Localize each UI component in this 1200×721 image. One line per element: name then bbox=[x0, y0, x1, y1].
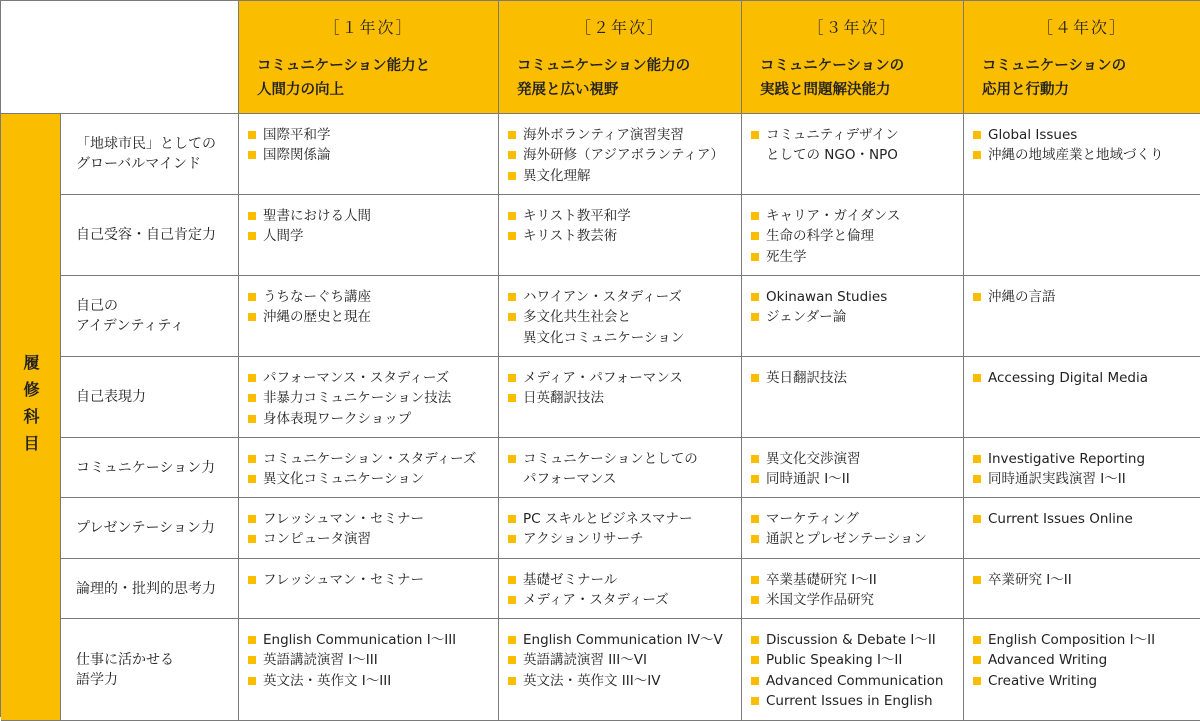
course-item: 国際平和学 bbox=[248, 125, 498, 145]
course-item: 英語講読演習 I〜III bbox=[248, 650, 498, 670]
course-list bbox=[751, 570, 963, 611]
course-list bbox=[248, 630, 498, 691]
row-label-cell bbox=[61, 559, 239, 619]
course-item: 多文化共生社会と 異文化コミュニケーション bbox=[508, 307, 741, 348]
course-cell bbox=[239, 114, 499, 195]
corner-cell bbox=[1, 1, 239, 114]
course-cell bbox=[742, 498, 964, 559]
row-label: 自己受容・自己肯定力 bbox=[76, 227, 216, 243]
course-list bbox=[751, 368, 963, 388]
course-list bbox=[508, 449, 741, 490]
course-list bbox=[751, 287, 963, 328]
course-item: ハワイアン・スタディーズ bbox=[508, 287, 741, 307]
row-label-cell bbox=[61, 114, 239, 195]
course-cell bbox=[499, 438, 742, 498]
course-item: 非暴力コミュニケーション技法 bbox=[248, 388, 498, 408]
course-item: 異文化交渉演習 bbox=[751, 449, 963, 469]
row-label: 論理的・批判的思考力 bbox=[76, 580, 216, 597]
course-list bbox=[751, 509, 963, 550]
course-list bbox=[508, 368, 741, 409]
course-item: フレッシュマン・セミナー bbox=[248, 570, 498, 590]
row-label: 「地球市民」としての グローバルマインド bbox=[76, 136, 216, 172]
course-cell bbox=[742, 438, 964, 498]
course-item: 基礎ゼミナール bbox=[508, 570, 741, 590]
course-item: Global Issues bbox=[973, 125, 1200, 145]
course-list bbox=[973, 509, 1200, 529]
course-cell bbox=[499, 114, 742, 195]
year-label: ［３年次］ bbox=[807, 18, 898, 37]
course-item: コミュニケーションとしての パフォーマンス bbox=[508, 449, 741, 490]
course-item: 日英翻訳技法 bbox=[508, 388, 741, 408]
course-list bbox=[973, 570, 1200, 590]
course-cell bbox=[964, 498, 1200, 559]
side-label: 履修科目 bbox=[21, 354, 40, 462]
course-list bbox=[248, 125, 498, 166]
course-item: PC スキルとビジネスマナー bbox=[508, 509, 741, 529]
year-header-1 bbox=[239, 1, 499, 114]
course-item: メディア・パフォーマンス bbox=[508, 368, 741, 388]
course-cell bbox=[964, 559, 1200, 619]
course-list bbox=[508, 125, 741, 186]
course-item: 異文化理解 bbox=[508, 166, 741, 186]
course-item: 同時通訳実践演習 I〜II bbox=[973, 469, 1200, 489]
course-cell bbox=[499, 195, 742, 276]
course-item: 死生学 bbox=[751, 247, 963, 267]
course-item: Discussion & Debate I〜II bbox=[751, 630, 963, 650]
course-list bbox=[248, 449, 498, 490]
course-item: Investigative Reporting bbox=[973, 449, 1200, 469]
side-label-cell bbox=[1, 114, 61, 721]
course-list bbox=[248, 509, 498, 550]
course-item: 身体表現ワークショップ bbox=[248, 409, 498, 429]
course-item: Current Issues Online bbox=[973, 509, 1200, 529]
course-list bbox=[973, 125, 1200, 166]
course-list bbox=[508, 509, 741, 550]
course-list bbox=[973, 630, 1200, 691]
course-item: パフォーマンス・スタディーズ bbox=[248, 368, 498, 388]
course-cell bbox=[964, 619, 1200, 721]
course-item: Okinawan Studies bbox=[751, 287, 963, 307]
course-item: 沖縄の言語 bbox=[973, 287, 1200, 307]
course-item: 英日翻訳技法 bbox=[751, 368, 963, 388]
year-goal: コミュニケーション能力の 発展と広い視野 bbox=[517, 58, 691, 98]
course-item: 卒業研究 I〜II bbox=[973, 570, 1200, 590]
course-item: 人間学 bbox=[248, 226, 498, 246]
course-cell bbox=[742, 357, 964, 438]
year-goal: コミュニケーション能力と 人間力の向上 bbox=[257, 58, 431, 98]
course-list bbox=[248, 287, 498, 328]
course-cell bbox=[742, 114, 964, 195]
course-item: Current Issues in English bbox=[751, 691, 963, 711]
course-cell bbox=[499, 276, 742, 357]
course-list bbox=[751, 449, 963, 490]
course-list bbox=[248, 570, 498, 590]
course-item: コンピュータ演習 bbox=[248, 529, 498, 549]
course-list bbox=[508, 630, 741, 691]
course-item: キリスト教芸術 bbox=[508, 226, 741, 246]
row-label-cell bbox=[61, 619, 239, 721]
course-cell bbox=[239, 357, 499, 438]
course-list bbox=[508, 287, 741, 348]
row-label-cell bbox=[61, 195, 239, 276]
course-list bbox=[973, 368, 1200, 388]
course-list bbox=[508, 570, 741, 611]
course-cell bbox=[239, 438, 499, 498]
year-header-2 bbox=[499, 1, 742, 114]
course-item: フレッシュマン・セミナー bbox=[248, 509, 498, 529]
course-cell bbox=[239, 195, 499, 276]
course-item: 通訳とプレゼンテーション bbox=[751, 529, 963, 549]
course-item: 英文法・英作文 I〜III bbox=[248, 671, 498, 691]
year-header-3 bbox=[742, 1, 964, 114]
course-item: 海外研修（アジアボランティア） bbox=[508, 145, 741, 165]
course-item: 海外ボランティア演習実習 bbox=[508, 125, 741, 145]
course-cell bbox=[964, 357, 1200, 438]
course-cell bbox=[742, 195, 964, 276]
course-item: 異文化コミュニケーション bbox=[248, 469, 498, 489]
course-list bbox=[508, 206, 741, 247]
course-list bbox=[751, 630, 963, 711]
course-item: うちなーぐち講座 bbox=[248, 287, 498, 307]
course-item: 国際関係論 bbox=[248, 145, 498, 165]
course-item: English Composition I〜II bbox=[973, 630, 1200, 650]
course-item: コミュニティデザイン としての NGO・NPO bbox=[751, 125, 963, 166]
course-list bbox=[248, 368, 498, 429]
row-label: コミュニケーション力 bbox=[76, 459, 216, 476]
course-item: 英語講読演習 III〜VI bbox=[508, 650, 741, 670]
year-label: ［１年次］ bbox=[323, 18, 414, 37]
course-cell bbox=[742, 276, 964, 357]
row-label-cell bbox=[61, 357, 239, 438]
year-header-4 bbox=[964, 1, 1200, 114]
course-item: Advanced Writing bbox=[973, 650, 1200, 670]
row-label-cell bbox=[61, 276, 239, 357]
course-list bbox=[248, 206, 498, 247]
course-item: 生命の科学と倫理 bbox=[751, 226, 963, 246]
course-cell bbox=[964, 195, 1200, 276]
course-item: 同時通訳 I〜II bbox=[751, 469, 963, 489]
course-item: マーケティング bbox=[751, 509, 963, 529]
course-item: 沖縄の地域産業と地域づくり bbox=[973, 145, 1200, 165]
course-cell bbox=[742, 559, 964, 619]
course-cell bbox=[499, 357, 742, 438]
course-item: ジェンダー論 bbox=[751, 307, 963, 327]
course-item: 米国文学作品研究 bbox=[751, 590, 963, 610]
course-item: Public Speaking I〜II bbox=[751, 650, 963, 670]
course-list bbox=[751, 206, 963, 267]
year-label: ［４年次］ bbox=[1036, 18, 1127, 37]
course-cell bbox=[964, 438, 1200, 498]
course-item: Accessing Digital Media bbox=[973, 368, 1200, 388]
course-cell bbox=[499, 559, 742, 619]
course-item: アクションリサーチ bbox=[508, 529, 741, 549]
row-label: 自己表現力 bbox=[76, 389, 146, 405]
course-cell bbox=[239, 276, 499, 357]
course-item: English Communication I〜III bbox=[248, 630, 498, 650]
year-goal: コミュニケーションの 応用と行動力 bbox=[982, 58, 1127, 98]
course-item: Advanced Communication bbox=[751, 671, 963, 691]
course-list bbox=[973, 287, 1200, 307]
course-item: 英文法・英作文 III〜IV bbox=[508, 671, 741, 691]
row-label: プレゼンテーション力 bbox=[76, 520, 215, 536]
course-list bbox=[973, 449, 1200, 490]
course-cell bbox=[499, 619, 742, 721]
course-item: キリスト教平和学 bbox=[508, 206, 741, 226]
course-cell bbox=[239, 498, 499, 559]
course-cell bbox=[964, 114, 1200, 195]
course-item: 卒業基礎研究 I〜II bbox=[751, 570, 963, 590]
course-item: English Communication IV〜V bbox=[508, 630, 741, 650]
course-item: コミュニケーション・スタディーズ bbox=[248, 449, 498, 469]
row-label-cell bbox=[61, 498, 239, 559]
year-label: ［２年次］ bbox=[574, 18, 665, 37]
course-cell bbox=[239, 559, 499, 619]
course-item: 聖書における人間 bbox=[248, 206, 498, 226]
row-label: 自己の アイデンティティ bbox=[76, 298, 185, 334]
course-item: キャリア・ガイダンス bbox=[751, 206, 963, 226]
course-cell bbox=[499, 498, 742, 559]
row-label: 仕事に活かせる 語学力 bbox=[76, 651, 174, 688]
course-item: 沖縄の歴史と現在 bbox=[248, 307, 498, 327]
course-cell bbox=[964, 276, 1200, 357]
course-list bbox=[751, 125, 963, 166]
year-goal: コミュニケーションの 実践と問題解決能力 bbox=[760, 58, 905, 98]
course-cell bbox=[742, 619, 964, 721]
row-label-cell bbox=[61, 438, 239, 498]
course-item: メディア・スタディーズ bbox=[508, 590, 741, 610]
course-cell bbox=[239, 619, 499, 721]
course-item: Creative Writing bbox=[973, 671, 1200, 691]
